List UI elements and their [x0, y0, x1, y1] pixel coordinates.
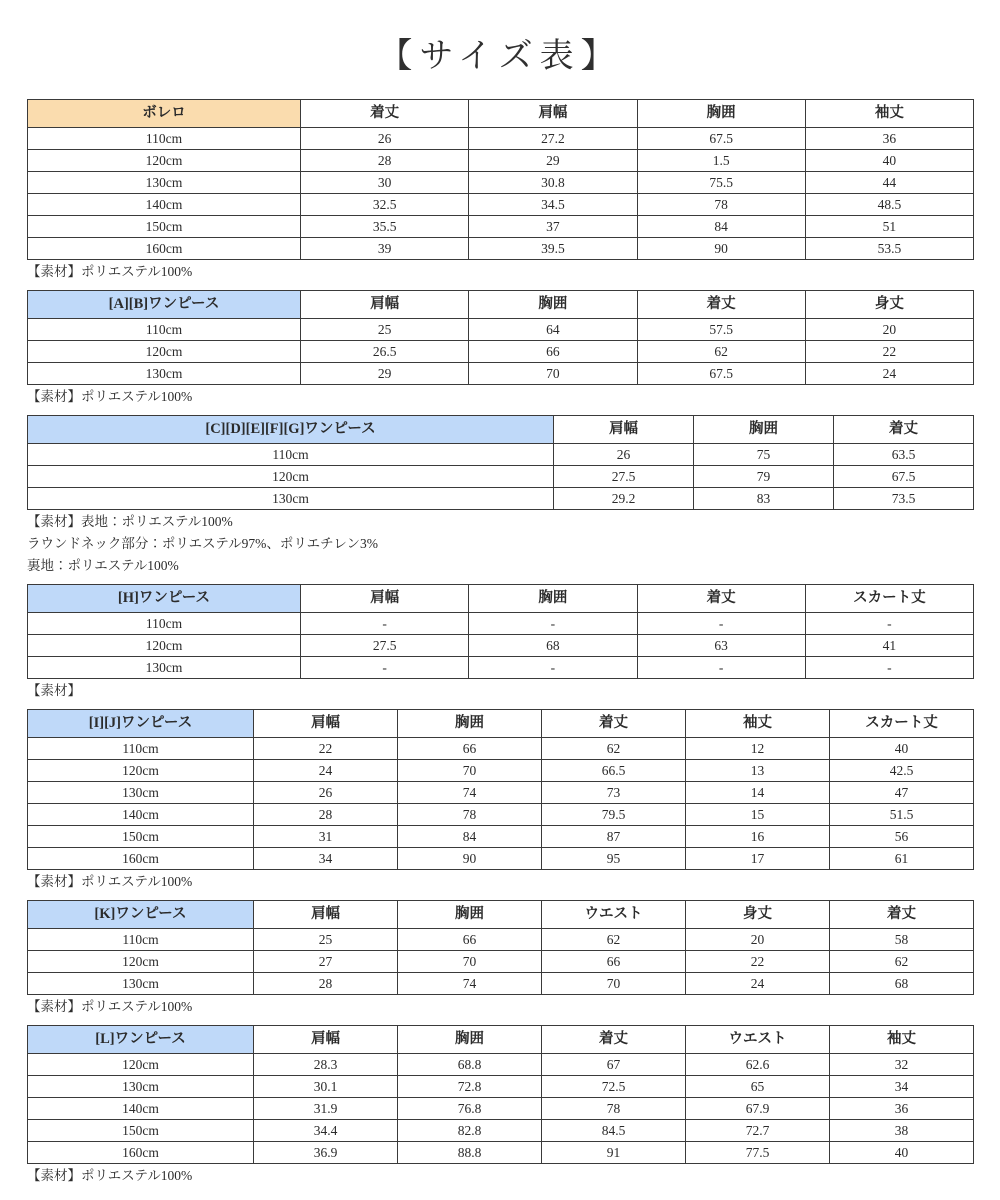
material-note: 裏地：ポリエステル100%	[27, 558, 179, 573]
column-header-cell: スカート丈	[805, 585, 973, 613]
material-note: 【素材】	[27, 683, 81, 698]
measurement-cell: 90	[398, 848, 542, 870]
size-table-onepiece-l	[27, 1025, 974, 1164]
measurement-cell: 57.5	[637, 319, 805, 341]
measurement-cell: 62	[830, 951, 974, 973]
table-row	[28, 951, 974, 973]
measurement-cell: 72.7	[686, 1120, 830, 1142]
size-label-cell: 130cm	[28, 782, 254, 804]
table-row	[28, 738, 974, 760]
column-header-cell: スカート丈	[830, 710, 974, 738]
size-label-cell: 130cm	[28, 488, 554, 510]
category-header-cell: [H]ワンピース	[28, 585, 301, 613]
measurement-cell: 64	[469, 319, 637, 341]
measurement-cell: 42.5	[830, 760, 974, 782]
size-label-cell: 130cm	[28, 172, 301, 194]
category-header-cell: [C][D][E][F][G]ワンピース	[28, 416, 554, 444]
measurement-cell: 41	[805, 635, 973, 657]
measurement-cell: 65	[686, 1076, 830, 1098]
measurement-cell: 36	[805, 128, 973, 150]
measurement-cell: 25	[301, 319, 469, 341]
measurement-cell: 22	[686, 951, 830, 973]
size-label-cell: 110cm	[28, 319, 301, 341]
measurement-cell: 31.9	[254, 1098, 398, 1120]
table-row	[28, 782, 974, 804]
size-label-cell: 130cm	[28, 1076, 254, 1098]
size-table-onepiece-k	[27, 900, 974, 995]
measurement-cell: 37	[469, 216, 637, 238]
measurement-cell: 74	[398, 973, 542, 995]
measurement-cell: 34	[830, 1076, 974, 1098]
size-label-cell: 150cm	[28, 216, 301, 238]
size-label-cell: 130cm	[28, 657, 301, 679]
measurement-cell: 28	[254, 804, 398, 826]
size-label-cell: 130cm	[28, 973, 254, 995]
column-header-cell: 胸囲	[637, 100, 805, 128]
measurement-cell: 68	[469, 635, 637, 657]
measurement-cell: 73.5	[834, 488, 974, 510]
material-note: 【素材】表地：ポリエステル100%	[27, 514, 233, 529]
measurement-cell: 75	[694, 444, 834, 466]
measurement-cell: 79	[694, 466, 834, 488]
measurement-cell: 70	[398, 760, 542, 782]
measurement-cell: -	[805, 657, 973, 679]
measurement-cell: 70	[542, 973, 686, 995]
size-table-block	[0, 415, 1000, 584]
size-tables-container	[0, 99, 1000, 1194]
measurement-cell: 22	[254, 738, 398, 760]
column-header-cell: 胸囲	[469, 291, 637, 319]
table-row	[28, 444, 974, 466]
column-header-cell: 胸囲	[694, 416, 834, 444]
column-header-cell: 袖丈	[686, 710, 830, 738]
measurement-cell: 44	[805, 172, 973, 194]
material-note-group	[27, 387, 973, 415]
table-row	[28, 216, 974, 238]
column-header-cell: 身丈	[686, 901, 830, 929]
size-table-block	[0, 709, 1000, 900]
measurement-cell: 31	[254, 826, 398, 848]
column-header-cell: 袖丈	[830, 1026, 974, 1054]
measurement-cell: 38	[830, 1120, 974, 1142]
measurement-cell: 34	[254, 848, 398, 870]
table-row	[28, 1054, 974, 1076]
measurement-cell: 78	[542, 1098, 686, 1120]
measurement-cell: 68	[830, 973, 974, 995]
size-label-cell: 110cm	[28, 128, 301, 150]
size-label-cell: 110cm	[28, 613, 301, 635]
table-row	[28, 194, 974, 216]
measurement-cell: 51	[805, 216, 973, 238]
category-header-cell: [A][B]ワンピース	[28, 291, 301, 319]
category-header-cell: [L]ワンピース	[28, 1026, 254, 1054]
table-header-row	[28, 585, 974, 613]
column-header-cell: 胸囲	[398, 1026, 542, 1054]
size-label-cell: 140cm	[28, 804, 254, 826]
measurement-cell: 17	[686, 848, 830, 870]
measurement-cell: 66	[398, 738, 542, 760]
table-row	[28, 1076, 974, 1098]
size-label-cell: 120cm	[28, 635, 301, 657]
measurement-cell: 12	[686, 738, 830, 760]
column-header-cell: 着丈	[830, 901, 974, 929]
column-header-cell: 胸囲	[398, 710, 542, 738]
table-row	[28, 150, 974, 172]
measurement-cell: 27.5	[554, 466, 694, 488]
category-header-cell: [K]ワンピース	[28, 901, 254, 929]
measurement-cell: 34.4	[254, 1120, 398, 1142]
measurement-cell: 39.5	[469, 238, 637, 260]
measurement-cell: 24	[805, 363, 973, 385]
table-row	[28, 128, 974, 150]
size-table-onepiece-cdefg	[27, 415, 974, 510]
measurement-cell: -	[301, 657, 469, 679]
measurement-cell: 63.5	[834, 444, 974, 466]
table-row	[28, 238, 974, 260]
size-table-block	[0, 1025, 1000, 1194]
measurement-cell: 20	[805, 319, 973, 341]
measurement-cell: 90	[637, 238, 805, 260]
size-label-cell: 160cm	[28, 238, 301, 260]
measurement-cell: 70	[469, 363, 637, 385]
material-note-group	[27, 681, 973, 709]
size-table-block	[0, 900, 1000, 1025]
measurement-cell: 28	[254, 973, 398, 995]
measurement-cell: 67.5	[637, 128, 805, 150]
measurement-cell: 62	[542, 738, 686, 760]
measurement-cell: 48.5	[805, 194, 973, 216]
column-header-cell: 肩幅	[254, 1026, 398, 1054]
measurement-cell: 39	[301, 238, 469, 260]
table-header-row	[28, 901, 974, 929]
column-header-cell: 着丈	[637, 291, 805, 319]
measurement-cell: 61	[830, 848, 974, 870]
measurement-cell: 87	[542, 826, 686, 848]
measurement-cell: 88.8	[398, 1142, 542, 1164]
table-row	[28, 1142, 974, 1164]
measurement-cell: 27	[254, 951, 398, 973]
table-row	[28, 760, 974, 782]
measurement-cell: 53.5	[805, 238, 973, 260]
measurement-cell: 84	[637, 216, 805, 238]
measurement-cell: 73	[542, 782, 686, 804]
measurement-cell: -	[805, 613, 973, 635]
measurement-cell: 27.5	[301, 635, 469, 657]
measurement-cell: 26	[554, 444, 694, 466]
measurement-cell: 20	[686, 929, 830, 951]
measurement-cell: 24	[686, 973, 830, 995]
table-row	[28, 172, 974, 194]
column-header-cell: 肩幅	[554, 416, 694, 444]
measurement-cell: 82.8	[398, 1120, 542, 1142]
size-label-cell: 150cm	[28, 826, 254, 848]
measurement-cell: 28	[301, 150, 469, 172]
size-label-cell: 130cm	[28, 363, 301, 385]
measurement-cell: 67	[542, 1054, 686, 1076]
table-row	[28, 635, 974, 657]
measurement-cell: 79.5	[542, 804, 686, 826]
table-row	[28, 848, 974, 870]
material-note: ラウンドネック部分：ポリエステル97%、ポリエチレン3%	[27, 536, 379, 551]
size-label-cell: 120cm	[28, 951, 254, 973]
category-header-cell: ボレロ	[28, 100, 301, 128]
measurement-cell: -	[301, 613, 469, 635]
measurement-cell: 25	[254, 929, 398, 951]
measurement-cell: -	[637, 657, 805, 679]
measurement-cell: 83	[694, 488, 834, 510]
material-note: 【素材】ポリエステル100%	[27, 999, 193, 1014]
table-header-row	[28, 710, 974, 738]
table-row	[28, 319, 974, 341]
size-label-cell: 120cm	[28, 341, 301, 363]
table-row	[28, 929, 974, 951]
measurement-cell: 78	[637, 194, 805, 216]
table-header-row	[28, 416, 974, 444]
column-header-cell: 胸囲	[469, 585, 637, 613]
measurement-cell: 32.5	[301, 194, 469, 216]
column-header-cell: 袖丈	[805, 100, 973, 128]
measurement-cell: 75.5	[637, 172, 805, 194]
column-header-cell: ウエスト	[542, 901, 686, 929]
measurement-cell: 30.8	[469, 172, 637, 194]
measurement-cell: 47	[830, 782, 974, 804]
measurement-cell: 26	[301, 128, 469, 150]
column-header-cell: 着丈	[301, 100, 469, 128]
category-header-cell: [I][J]ワンピース	[28, 710, 254, 738]
measurement-cell: 62.6	[686, 1054, 830, 1076]
measurement-cell: 15	[686, 804, 830, 826]
size-label-cell: 160cm	[28, 1142, 254, 1164]
column-header-cell: 着丈	[542, 1026, 686, 1054]
size-table-onepiece-ij	[27, 709, 974, 870]
size-label-cell: 120cm	[28, 760, 254, 782]
table-row	[28, 363, 974, 385]
size-label-cell: 110cm	[28, 929, 254, 951]
table-row	[28, 488, 974, 510]
measurement-cell: 67.5	[834, 466, 974, 488]
column-header-cell: 着丈	[834, 416, 974, 444]
material-note-group	[27, 512, 973, 584]
table-row	[28, 1098, 974, 1120]
measurement-cell: 29	[469, 150, 637, 172]
page-title: 【サイズ表】	[378, 37, 622, 75]
measurement-cell: 66	[398, 929, 542, 951]
measurement-cell: 58	[830, 929, 974, 951]
material-note-group	[27, 1166, 973, 1194]
column-header-cell: 胸囲	[398, 901, 542, 929]
size-label-cell: 150cm	[28, 1120, 254, 1142]
measurement-cell: 1.5	[637, 150, 805, 172]
material-note-group	[27, 262, 973, 290]
table-header-row	[28, 291, 974, 319]
measurement-cell: 76.8	[398, 1098, 542, 1120]
column-header-cell: 肩幅	[469, 100, 637, 128]
size-label-cell: 110cm	[28, 444, 554, 466]
table-row	[28, 826, 974, 848]
measurement-cell: 24	[254, 760, 398, 782]
material-note: 【素材】ポリエステル100%	[27, 874, 193, 889]
size-table-onepiece-h	[27, 584, 974, 679]
measurement-cell: 95	[542, 848, 686, 870]
size-table-bolero	[27, 99, 974, 260]
size-label-cell: 140cm	[28, 1098, 254, 1120]
column-header-cell: 肩幅	[254, 901, 398, 929]
measurement-cell: 36	[830, 1098, 974, 1120]
measurement-cell: 74	[398, 782, 542, 804]
size-table-block	[0, 290, 1000, 415]
size-label-cell: 120cm	[28, 150, 301, 172]
measurement-cell: 78	[398, 804, 542, 826]
measurement-cell: -	[469, 613, 637, 635]
measurement-cell: 40	[830, 738, 974, 760]
measurement-cell: 91	[542, 1142, 686, 1164]
measurement-cell: 51.5	[830, 804, 974, 826]
table-row	[28, 657, 974, 679]
measurement-cell: 30	[301, 172, 469, 194]
measurement-cell: 62	[637, 341, 805, 363]
measurement-cell: 16	[686, 826, 830, 848]
measurement-cell: 28.3	[254, 1054, 398, 1076]
measurement-cell: 29	[301, 363, 469, 385]
table-row	[28, 466, 974, 488]
measurement-cell: 26.5	[301, 341, 469, 363]
size-label-cell: 120cm	[28, 1054, 254, 1076]
size-table-onepiece-ab	[27, 290, 974, 385]
measurement-cell: 84.5	[542, 1120, 686, 1142]
measurement-cell: 62	[542, 929, 686, 951]
size-label-cell: 140cm	[28, 194, 301, 216]
column-header-cell: 肩幅	[254, 710, 398, 738]
table-row	[28, 804, 974, 826]
measurement-cell: 77.5	[686, 1142, 830, 1164]
column-header-cell: 着丈	[542, 710, 686, 738]
measurement-cell: 27.2	[469, 128, 637, 150]
measurement-cell: 13	[686, 760, 830, 782]
column-header-cell: ウエスト	[686, 1026, 830, 1054]
table-row	[28, 341, 974, 363]
column-header-cell: 肩幅	[301, 291, 469, 319]
measurement-cell: 26	[254, 782, 398, 804]
material-note-group	[27, 997, 973, 1025]
measurement-cell: 14	[686, 782, 830, 804]
measurement-cell: 63	[637, 635, 805, 657]
measurement-cell: 40	[830, 1142, 974, 1164]
table-header-row	[28, 1026, 974, 1054]
size-label-cell: 160cm	[28, 848, 254, 870]
measurement-cell: 66	[469, 341, 637, 363]
measurement-cell: 29.2	[554, 488, 694, 510]
measurement-cell: 68.8	[398, 1054, 542, 1076]
measurement-cell: -	[637, 613, 805, 635]
measurement-cell: 72.5	[542, 1076, 686, 1098]
measurement-cell: 36.9	[254, 1142, 398, 1164]
measurement-cell: 56	[830, 826, 974, 848]
size-table-block	[0, 584, 1000, 709]
column-header-cell: 着丈	[637, 585, 805, 613]
size-table-block	[0, 99, 1000, 290]
measurement-cell: 70	[398, 951, 542, 973]
measurement-cell: 67.9	[686, 1098, 830, 1120]
material-note: 【素材】ポリエステル100%	[27, 264, 193, 279]
table-row	[28, 973, 974, 995]
measurement-cell: 34.5	[469, 194, 637, 216]
column-header-cell: 肩幅	[301, 585, 469, 613]
measurement-cell: 66	[542, 951, 686, 973]
size-label-cell: 110cm	[28, 738, 254, 760]
size-label-cell: 120cm	[28, 466, 554, 488]
measurement-cell: -	[469, 657, 637, 679]
measurement-cell: 32	[830, 1054, 974, 1076]
measurement-cell: 22	[805, 341, 973, 363]
measurement-cell: 72.8	[398, 1076, 542, 1098]
table-row	[28, 1120, 974, 1142]
column-header-cell: 身丈	[805, 291, 973, 319]
measurement-cell: 67.5	[637, 363, 805, 385]
table-header-row	[28, 100, 974, 128]
measurement-cell: 35.5	[301, 216, 469, 238]
measurement-cell: 66.5	[542, 760, 686, 782]
material-note: 【素材】ポリエステル100%	[27, 389, 193, 404]
measurement-cell: 30.1	[254, 1076, 398, 1098]
measurement-cell: 84	[398, 826, 542, 848]
table-row	[28, 613, 974, 635]
material-note: 【素材】ポリエステル100%	[27, 1168, 193, 1183]
material-note-group	[27, 872, 973, 900]
measurement-cell: 40	[805, 150, 973, 172]
